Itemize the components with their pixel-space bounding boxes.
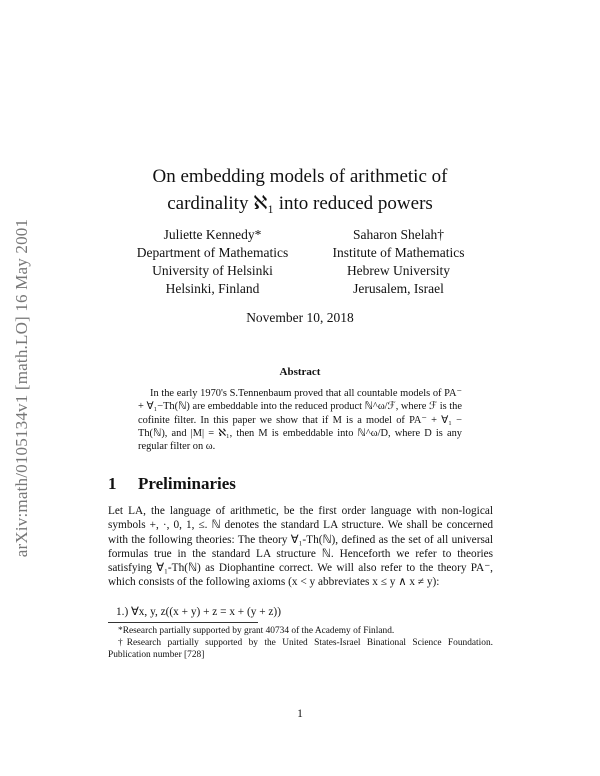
title-line-2: cardinality ℵ₁ into reduced powers [167,193,433,214]
section-body [108,504,493,590]
paper-date: November 10, 2018 [246,310,354,325]
section-title: Preliminaries [138,474,236,493]
author-block-2 [311,226,486,298]
author-university: Hebrew University [346,263,451,278]
section-number: 1 [108,474,117,493]
arxiv-identifier: arXiv:math/0105134v1 [math.LO] 16 May 2001 [12,218,31,558]
footnote-2: †Research partially supported by the United States-Israel Binational Science Foundation. Publication number [728] [108,638,493,661]
author-university: University of Helsinki [152,263,273,278]
author-block-1 [125,226,300,298]
footnotes [108,625,493,662]
author-location: Helsinki, Finland [165,281,260,296]
footnote-divider [108,622,258,623]
abstract-text: In the early 1970's S.Tennenbaum proved that all countable models of PA⁻ + ∀₁−Th(ℕ) are embeddable into the reduced product ℕ^ω/ℱ, where ℱ is the cofinite filter. In this paper we show that if M is a model of PA⁻ + ∀₁ − Th(ℕ), and |M| = ℵ₁, then M is embeddable into ℕ^ω/D, where D is any regular filter on ω. [138,388,462,453]
footnote-1: *Research partially supported by grant 40734 of the Academy of Finland. [118,626,395,636]
abstract-heading: Abstract [279,366,321,378]
section-heading [108,474,236,494]
page-number: 1 [297,708,303,720]
author-name: Saharon Shelah† [352,227,445,242]
title-line-1: On embedding models of arithmetic of [152,166,448,187]
author-department: Institute of Mathematics [332,245,465,260]
author-location: Jerusalem, Israel [353,281,444,296]
axiom-1: 1.) ∀x, y, z((x + y) + z = x + (y + z)) [116,606,281,618]
abstract-body [138,387,462,453]
author-department: Department of Mathematics [136,245,289,260]
author-name: Juliette Kennedy* [163,227,262,242]
section-paragraph: Let LA, the language of arithmetic, be the first order language with non-logical symbols +, ·, 0, 1, ≤. ℕ denotes the standard LA structure. We shall be concerned with the following theories: The theory ∀₁-Th(ℕ), defined as the set of all universal formulas true in the standard LA structure ℕ. Henceforth we refer to theories satisfying ∀₁-Th(ℕ) as Diophantine correct. We will also refer to the theory PA⁻, which consists of the following axioms (x < y abbreviates x ≤ y ∧ x ≠ y): [108,505,493,589]
paper-title [100,163,500,217]
